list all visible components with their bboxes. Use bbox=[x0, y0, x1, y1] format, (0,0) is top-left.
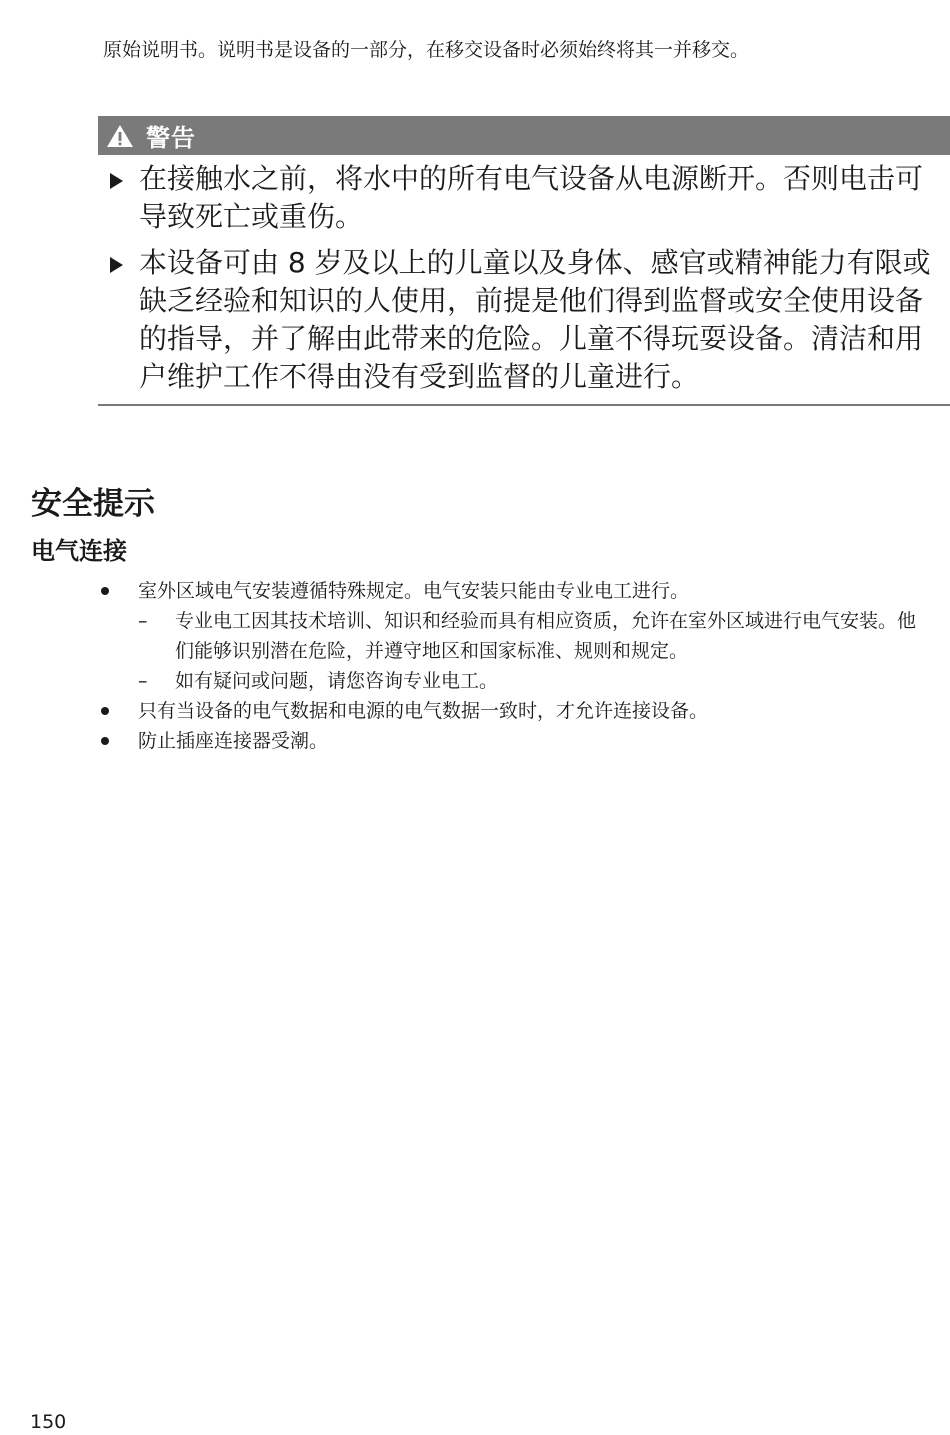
bullet-icon bbox=[101, 707, 109, 715]
warning-item-text: 在接触水之前，将水中的所有电气设备从电源断开。否则电击可导致死亡或重伤。 bbox=[139, 162, 924, 233]
arrow-right-icon bbox=[110, 257, 123, 273]
warning-triangle-icon bbox=[102, 123, 138, 149]
list-item-text: 室外区域电气安装遵循特殊规定。电气安装只能由专业电工进行。 bbox=[138, 580, 690, 602]
sub-list-item-text: 专业电工因其技术培训、知识和经验而具有相应资质，允许在室外区域进行电气安装。他们能够识别潜在危险，并遵守地区和国家标准、规则和规定。 bbox=[175, 610, 917, 662]
dash-icon: – bbox=[138, 670, 148, 692]
bullet-icon bbox=[101, 737, 109, 745]
sub-list-item bbox=[138, 606, 931, 666]
warning-header bbox=[98, 116, 950, 155]
page-number: 150 bbox=[30, 1411, 67, 1433]
warning-list bbox=[98, 160, 950, 404]
list-item bbox=[101, 576, 931, 696]
section-title: 安全提示 bbox=[31, 486, 155, 522]
warning-item-text: 本设备可由 8 岁及以上的儿童以及身体、感官或精神能力有限或缺乏经验和知识的人使用，前提是他们得到监督或安全使用设备的指导，并了解由此带来的危险。儿童不得玩耍设备。清洁和用户维护工作不得由没有受到监督的儿童进行。 bbox=[139, 246, 931, 393]
intro-text: 原始说明书。说明书是设备的一部分，在移交设备时必须始终将其一并移交。 bbox=[103, 39, 750, 61]
warning-title: 警告 bbox=[146, 124, 196, 152]
subsection-title: 电气连接 bbox=[31, 537, 127, 565]
arrow-right-icon bbox=[110, 173, 123, 189]
dash-icon: – bbox=[138, 610, 148, 632]
bullet-icon bbox=[101, 587, 109, 595]
list-item-text: 防止插座连接器受潮。 bbox=[138, 730, 329, 752]
list-item bbox=[101, 696, 931, 726]
electrical-list bbox=[101, 576, 931, 756]
list-item-text: 只有当设备的电气数据和电源的电气数据一致时，才允许连接设备。 bbox=[138, 700, 709, 722]
warning-divider bbox=[98, 404, 950, 406]
warning-item bbox=[98, 160, 950, 236]
sub-list bbox=[138, 606, 931, 696]
list-item bbox=[101, 726, 931, 756]
warning-item bbox=[98, 244, 950, 396]
sub-list-item-text: 如有疑问或问题，请您咨询专业电工。 bbox=[175, 670, 499, 692]
sub-list-item bbox=[138, 666, 931, 696]
